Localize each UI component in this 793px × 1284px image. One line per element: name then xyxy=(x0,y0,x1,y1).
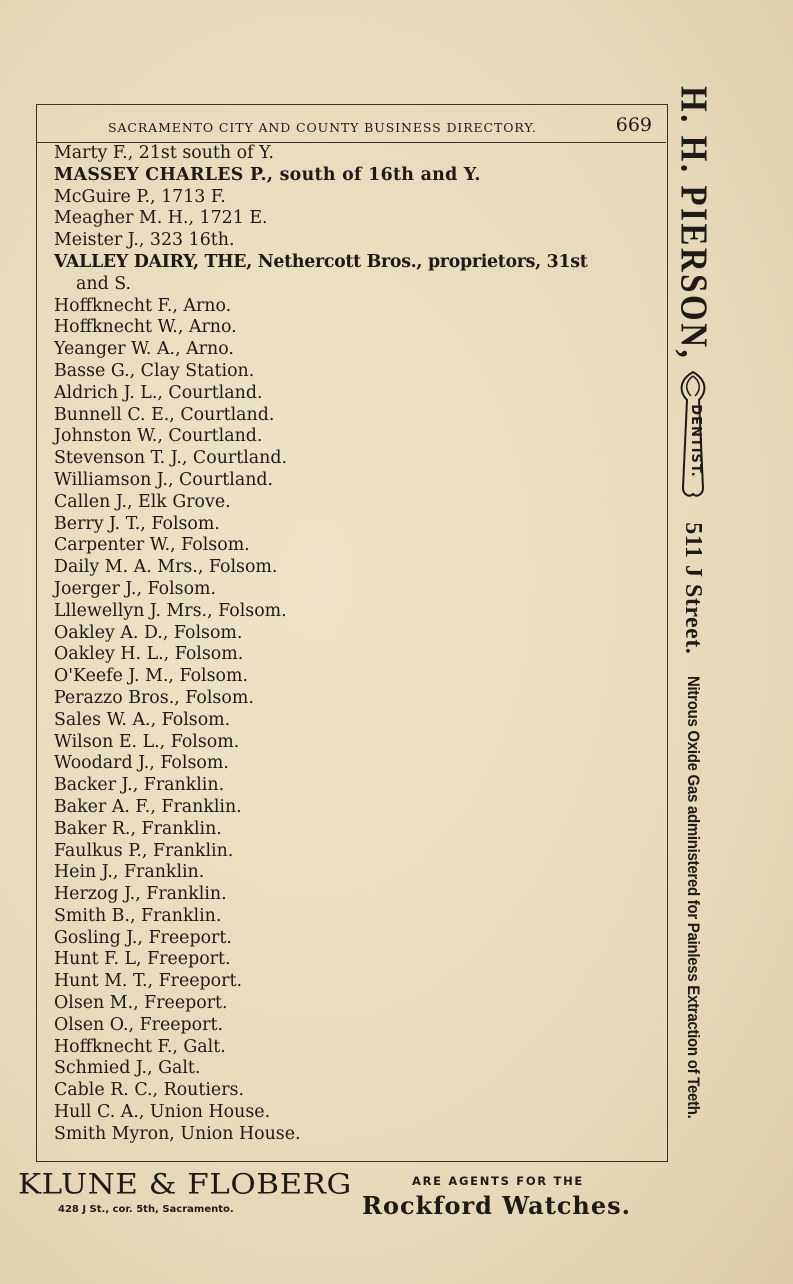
directory-entry: O'Keefe J. M., Folsom. xyxy=(54,666,249,687)
directory-entry: Marty F., 21st south of Y. xyxy=(54,143,274,163)
directory-entry: Smith B., Franklin. xyxy=(54,905,222,926)
directory-entry: Sales W. A., Folsom. xyxy=(54,709,231,730)
directory-entry: Lllewellyn J. Mrs., Folsom. xyxy=(54,600,287,621)
page-number: 669 xyxy=(615,114,652,136)
directory-entry: Aldrich J. L., Courtland. xyxy=(54,382,263,403)
directory-entry: Yeanger W. A., Arno. xyxy=(54,339,234,360)
directory-entry: Williamson J., Courtland. xyxy=(54,469,274,490)
directory-entry: Hoffknecht W., Arno. xyxy=(54,317,237,338)
directory-entry: Oakley A. D., Folsom. xyxy=(54,622,243,643)
footer-firm-block xyxy=(18,1170,352,1215)
directory-entry: Hull C. A., Union House. xyxy=(54,1102,271,1123)
directory-entry: Joerger J., Folsom. xyxy=(54,578,217,599)
directory-entry: Daily M. A. Mrs., Folsom. xyxy=(54,557,278,578)
directory-entry: Hoffknecht F., Galt. xyxy=(54,1036,226,1057)
directory-entry: Backer J., Franklin. xyxy=(54,775,225,796)
directory-entry: Berry J. T., Folsom. xyxy=(54,513,220,534)
directory-entry: Woodard J., Folsom. xyxy=(54,753,229,774)
footer-agents-block xyxy=(362,1174,631,1220)
dentist-name: H. H. PIERSON, xyxy=(672,86,715,361)
directory-entry: Smith Myron, Union House. xyxy=(54,1123,301,1144)
dentist-address: 511 J Street. xyxy=(680,522,707,655)
directory-entry: Callen J., Elk Grove. xyxy=(54,491,231,512)
side-advertisement xyxy=(668,86,718,1216)
page-header xyxy=(36,104,666,143)
directory-entry: Baker A. F., Franklin. xyxy=(54,796,242,817)
directory-entry: Perazzo Bros., Folsom. xyxy=(54,687,254,708)
directory-entry: Hoffknecht F., Arno. xyxy=(54,295,232,316)
directory-entry: Bunnell C. E., Courtland. xyxy=(54,404,275,425)
dentist-badge xyxy=(675,370,711,500)
directory-entry: Hunt F. L, Freeport. xyxy=(54,949,231,970)
directory-entry: Schmied J., Galt. xyxy=(54,1058,201,1079)
directory-entry: Oakley H. L., Folsom. xyxy=(54,644,244,665)
directory-entry: VALLEY DAIRY, THE, Nethercott Bros., proprietors, 31st xyxy=(54,251,588,272)
directory-entry: Cable R. C., Routiers. xyxy=(54,1080,244,1101)
directory-entry: Hunt M. T., Freeport. xyxy=(54,971,242,992)
directory-entry: Stevenson T. J., Courtland. xyxy=(54,448,288,469)
directory-entry-continuation: and S. xyxy=(76,273,132,294)
directory-entries xyxy=(54,143,662,1146)
directory-entry: Wilson E. L., Folsom. xyxy=(54,731,240,752)
directory-entry: Meagher M. H., 1721 E. xyxy=(54,208,268,229)
directory-entry: Meister J., 323 16th. xyxy=(54,230,235,251)
directory-entry: Herzog J., Franklin. xyxy=(54,884,227,905)
directory-entry: Olsen O., Freeport. xyxy=(54,1014,223,1035)
directory-entry: MASSEY CHARLES P., south of 16th and Y. xyxy=(54,164,481,185)
agents-line: ARE AGENTS FOR THE xyxy=(412,1174,584,1188)
directory-entry: Gosling J., Freeport. xyxy=(54,927,232,948)
directory-entry: Olsen M., Freeport. xyxy=(54,993,228,1014)
directory-entry: Faulkus P., Franklin. xyxy=(54,840,234,861)
directory-entry: Basse G., Clay Station. xyxy=(54,360,255,381)
directory-entry: Baker R., Franklin. xyxy=(54,818,222,839)
product-name: Rockford Watches. xyxy=(362,1191,632,1220)
dentist-tagline: Nitrous Oxide Gas administered for Painless Extraction of Teeth. xyxy=(684,676,703,1119)
firm-address: 428 J St., cor. 5th, Sacramento. xyxy=(58,1204,234,1215)
directory-entry: Johnston W., Courtland. xyxy=(54,426,263,447)
directory-entry: Hein J., Franklin. xyxy=(54,862,205,883)
directory-entry: McGuire P., 1713 F. xyxy=(54,186,226,207)
directory-entry: Carpenter W., Folsom. xyxy=(54,535,250,556)
running-head: SACRAMENTO CITY AND COUNTY BUSINESS DIRECTORY. xyxy=(108,120,537,135)
firm-name: KLUNE & FLOBERG xyxy=(18,1168,352,1201)
badge-label: DENTIST. xyxy=(688,404,703,478)
